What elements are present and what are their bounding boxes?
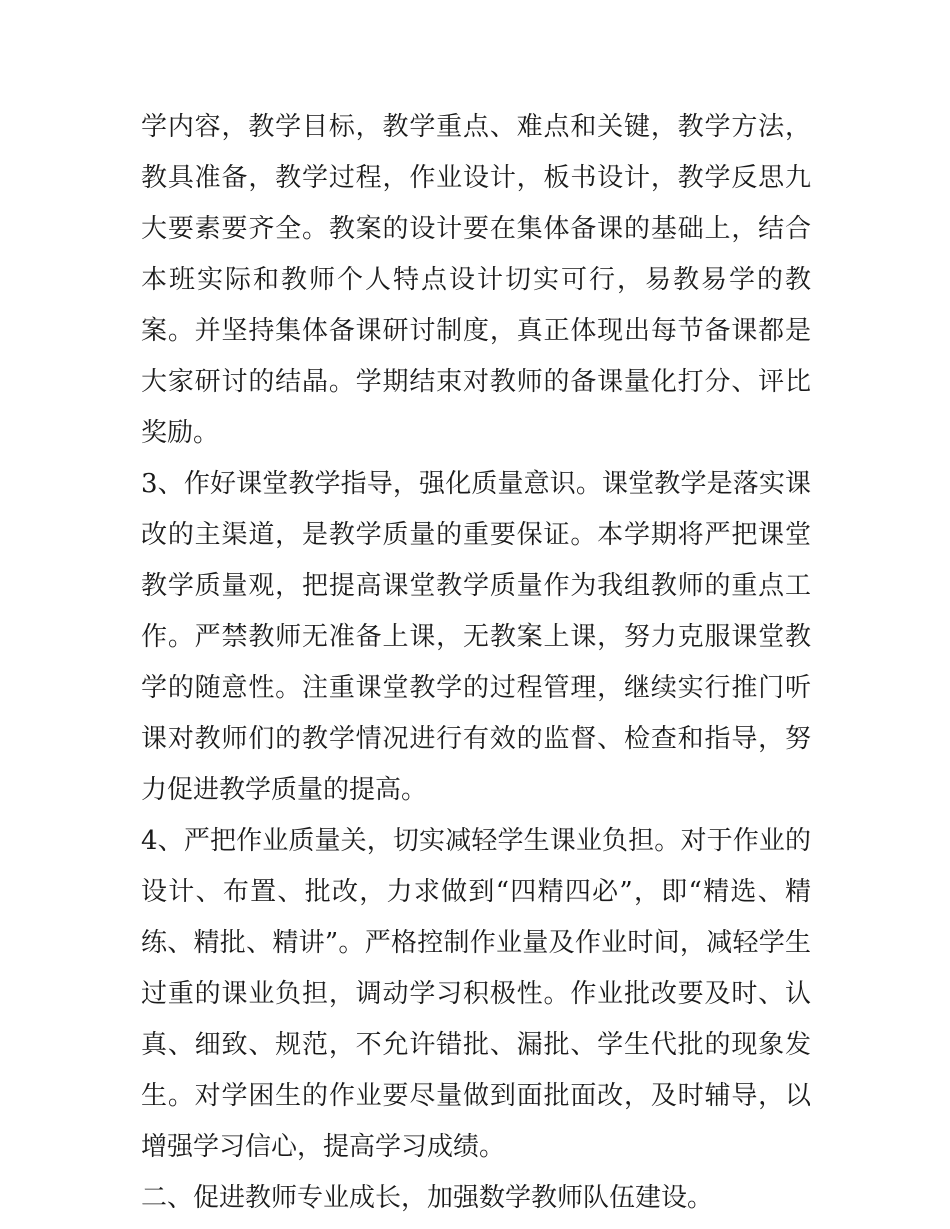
section-heading-teacher-growth: 二、促进教师专业成长，加强数学教师队伍建设。: [141, 1183, 714, 1213]
paragraph-homework-quality: 4、严把作业质量关，切实减轻学生课业负担。对于作业的设计、布置、批改，力求做到“四精四必”，即“精选、精练、精批、精讲”。严格控制作业量及作业时间，减轻学生过重的课业负担，调动学习积极性。作业批改要及时、认真、细致、规范，不允许错批、漏批、学生代批的现象发生。对学困生的作业要尽量做到面批面改，及时辅导，以增强学习信心，提高学习成绩。: [141, 826, 811, 1162]
document-body: [141, 102, 811, 1224]
paragraph-lesson-plan: 学内容，教学目标，教学重点、难点和关键，教学方法，教具准备，教学过程，作业设计，板书设计，教学反思九大要素要齐全。教案的设计要在集体备课的基础上，结合本班实际和教师个人特点设计切实可行，易教易学的教案。并坚持集体备课研讨制度，真正体现出每节备课都是大家研讨的结晶。学期结束对教师的备课量化打分、评比奖励。: [141, 112, 811, 448]
paragraph-classroom-teaching: 3、作好课堂教学指导，强化质量意识。课堂教学是落实课改的主渠道，是教学质量的重要保证。本学期将严把课堂教学质量观，把提高课堂教学质量作为我组教师的重点工作。严禁教师无准备上课，无教案上课，努力克服课堂教学的随意性。注重课堂教学的过程管理，继续实行推门听课对教师们的教学情况进行有效的监督、检查和指导，努力促进教学质量的提高。: [141, 469, 811, 805]
